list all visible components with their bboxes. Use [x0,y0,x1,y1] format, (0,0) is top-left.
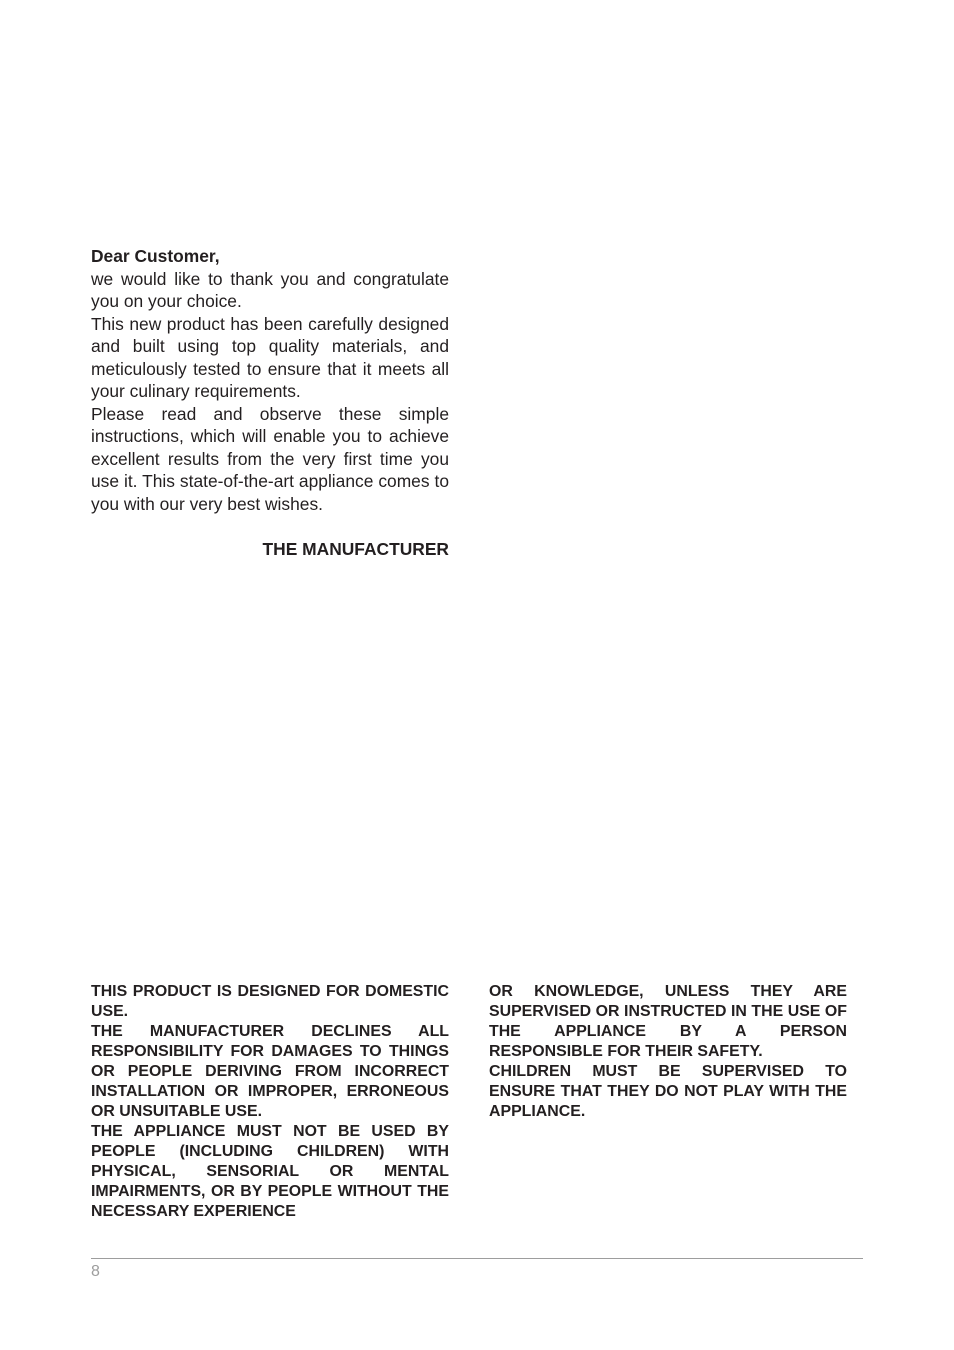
warning-paragraph: THE APPLIANCE MUST NOT BE USED BY PEOPLE (INCLUDING CHILDREN) WITH PHYSICAL, SENSORIAL OR MENTAL IMPAIRMENTS, OR BY PEOPLE WITHOUT THE NECESSARY EXPERIENCE [91,1123,449,1220]
letter-greeting: Dear Customer, [91,246,220,266]
page-number: 8 [91,1263,100,1280]
warning-column-left [91,982,449,1222]
warning-column-right [489,982,847,1122]
letter-paragraph: This new product has been carefully designed and built using top quality materials, and meticulously tested to ensure that it meets all your culinary requirements. [91,313,449,401]
footer-divider [91,1258,863,1259]
letter-paragraph: Please read and observe these simple instructions, which will enable you to achieve excellent results from the very first time you use it. This state-of-the-art appliance comes to you with our very best wishes. [91,403,449,514]
warning-paragraph: OR KNOWLEDGE, UNLESS THEY ARE SUPERVISED OR INSTRUCTED IN THE USE OF THE APPLIANCE BY A PERSON RESPONSIBLE FOR THEIR SAFETY. [489,983,847,1060]
warning-paragraph: THIS PRODUCT IS DESIGNED FOR DOMESTIC USE. [91,983,449,1020]
letter-signature: THE MANUFACTURER [262,538,449,559]
customer-letter [91,245,449,560]
warning-paragraph: CHILDREN MUST BE SUPERVISED TO ENSURE THAT THEY DO NOT PLAY WITH THE APPLIANCE. [489,1063,847,1120]
letter-paragraph: we would like to thank you and congratulate you on your choice. [91,268,449,311]
warning-paragraph: THE MANUFACTURER DECLINES ALL RESPONSIBILITY FOR DAMAGES TO THINGS OR PEOPLE DERIVING FROM INCORRECT INSTALLATION OR IMPROPER, ERRONEOUS OR UNSUITABLE USE. [91,1023,449,1120]
